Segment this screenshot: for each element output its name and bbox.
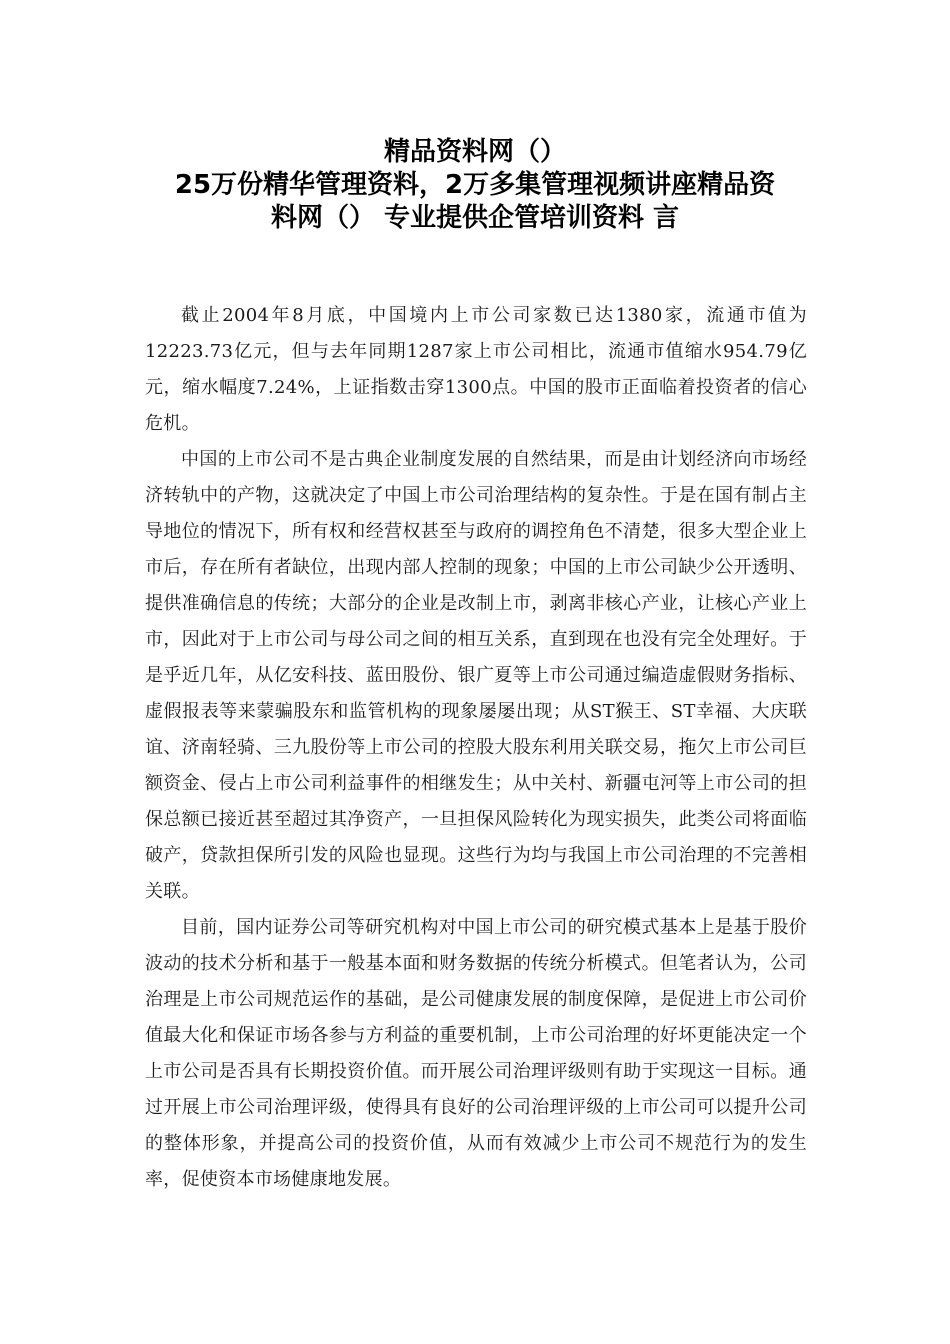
document-body — [145, 298, 807, 1198]
title-line-2: 25万份精华管理资料，2万多集管理视频讲座精品资 — [174, 170, 776, 200]
paragraph-market-overview: 截止2004年8月底，中国境内上市公司家数已达1380家，流通市值为12223.73亿元，但与去年同期1287家上市公司相比，流通市值缩水954.79亿元，缩水幅度7.24%，上证指数击穿1300点。中国的股市正面临着投资者的信心危机。 — [145, 305, 807, 434]
document-title — [130, 136, 820, 235]
paragraph-governance-issues: 中国的上市公司不是古典企业制度发展的自然结果，而是由计划经济向市场经济转轨中的产物，这就决定了中国上市公司治理结构的复杂性。于是在国有制占主导地位的情况下，所有权和经营权甚至与政府的调控角色不清楚，很多大型企业上市后，存在所有者缺位，出现内部人控制的现象；中国的上市公司缺少公开透明、提供准确信息的传统；大部分的企业是改制上市，剥离非核心产业，让核心产业上市，因此对于上市公司与母公司之间的相互关系，直到现在也没有完全处理好。于是乎近几年，从亿安科技、蓝田股份、银广夏等上市公司通过编造虚假财务指标、虚假报表等来蒙骗股东和监管机构的现象屡屡出现；从ST猴王、ST幸福、大庆联谊、济南轻骑、三九股份等上市公司的控股大股东利用关联交易，拖欠上市公司巨额资金、侵占上市公司利益事件的相继发生；从中关村、新疆屯河等上市公司的担保总额已接近甚至超过其净资产，一旦担保风险转化为现实损失，此类公司将面临破产，贷款担保所引发的风险也显现。这些行为均与我国上市公司治理的不完善相关联。 — [145, 449, 807, 902]
title-line-3: 料网（） 专业提供企管培训资料 言 — [270, 203, 680, 233]
paragraph-governance-rating: 目前，国内证券公司等研究机构对中国上市公司的研究模式基本上是基于股价波动的技术分析和基于一般基本面和财务数据的传统分析模式。但笔者认为，公司治理是上市公司规范运作的基础，是公司健康发展的制度保障，是促进上市公司价值最大化和保证市场各参与方利益的重要机制，上市公司治理的好坏更能决定一个上市公司是否具有长期投资价值。而开展公司治理评级则有助于实现这一目标。通过开展上市公司治理评级，使得具有良好的公司治理评级的上市公司可以提升公司的整体形象，并提高公司的投资价值，从而有效减少上市公司不规范行为的发生率，促使资本市场健康地发展。 — [145, 917, 807, 1190]
title-line-1: 精品资料网（） — [383, 137, 566, 167]
